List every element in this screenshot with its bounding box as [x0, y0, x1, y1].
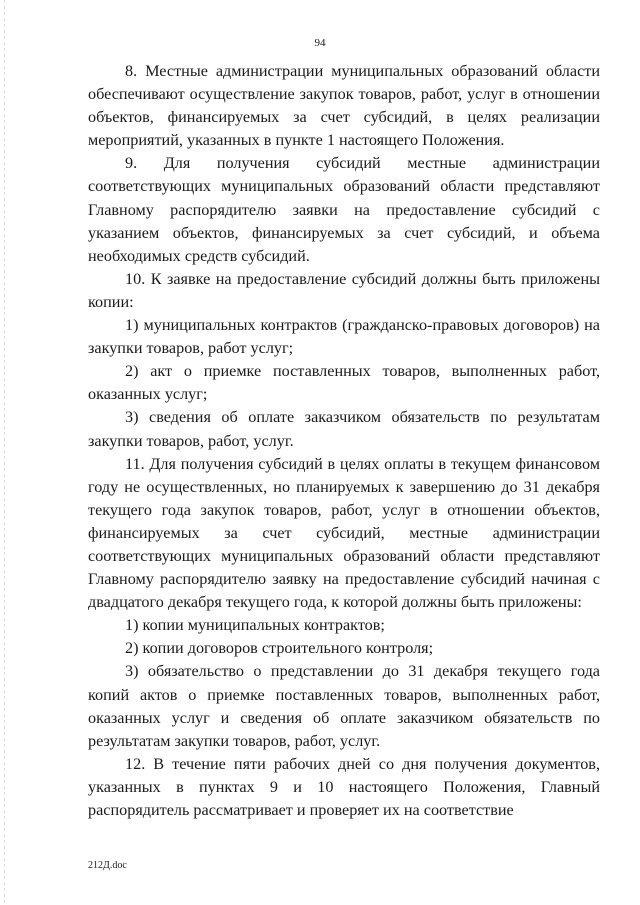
paragraph-11-item-3: 3) обязательство о представлении до 31 декабря текущего года копий актов о приемке поставленных товаров, выполненных работ, оказанных услуг и сведения об оплате заказчиком обязательств по результатам закупки товаров, работ, услуг. [88, 662, 600, 750]
paragraph-11-item-1: 1) копии муниципальных контрактов; [125, 616, 385, 635]
paragraph-9: 9. Для получения субсидий местные администрации соответствующих муниципальных образований области представляют Главному распорядителю заявки на предоставление субсидий с указанием объектов, финансируемых за счет субсидий, и объема необходимых средств субсидий. [88, 154, 600, 265]
paragraph-11: 11. Для получения субсидий в целях оплаты в текущем финансовом году не осуществленных, но планируемых к завершению до 31 декабря текущего года закупок товаров, работ, услуг в отношении объектов, финансируемых за счет субсидий, местные администрации соответствующих муниципальных образований области представляют Главному распорядителю заявку на предоставление субсидий начиная с двадцатого декабря текущего года, к которой должны быть приложены: [88, 454, 600, 612]
paragraph-10-item-3: 3) сведения об оплате заказчиком обязательств по результатам закупки товаров, работ, услуг. [88, 408, 600, 450]
document-body [88, 60, 600, 822]
file-name-footer: 212Д.doc [88, 860, 127, 871]
paragraph-10-item-1: 1) муниципальных контрактов (гражданско-правовых договоров) на закупки товаров, работ услуг; [88, 316, 600, 358]
paragraph-11-item-2: 2) копии договоров строительного контроля; [125, 639, 434, 658]
paragraph-10: 10. К заявке на предоставление субсидий должны быть приложены копии: [88, 269, 600, 311]
paragraph-10-item-2: 2) акт о приемке поставленных товаров, выполненных работ, оказанных услуг; [88, 362, 600, 404]
page-edge-line [4, 0, 5, 905]
page-number: 94 [314, 37, 326, 49]
paragraph-8: 8. Местные администрации муниципальных образований области обеспечивают осуществление закупок товаров, работ, услуг в отношении объектов, финансируемых за счет субсидий, в целях реализации мероприятий, указанных в пункте 1 настоящего Положения. [88, 62, 600, 150]
paragraph-12: 12. В течение пяти рабочих дней со дня получения документов, указанных в пунктах 9 и 10 настоящего Положения, Главный распорядитель рассматривает и проверяет их на соответствие [88, 754, 600, 819]
